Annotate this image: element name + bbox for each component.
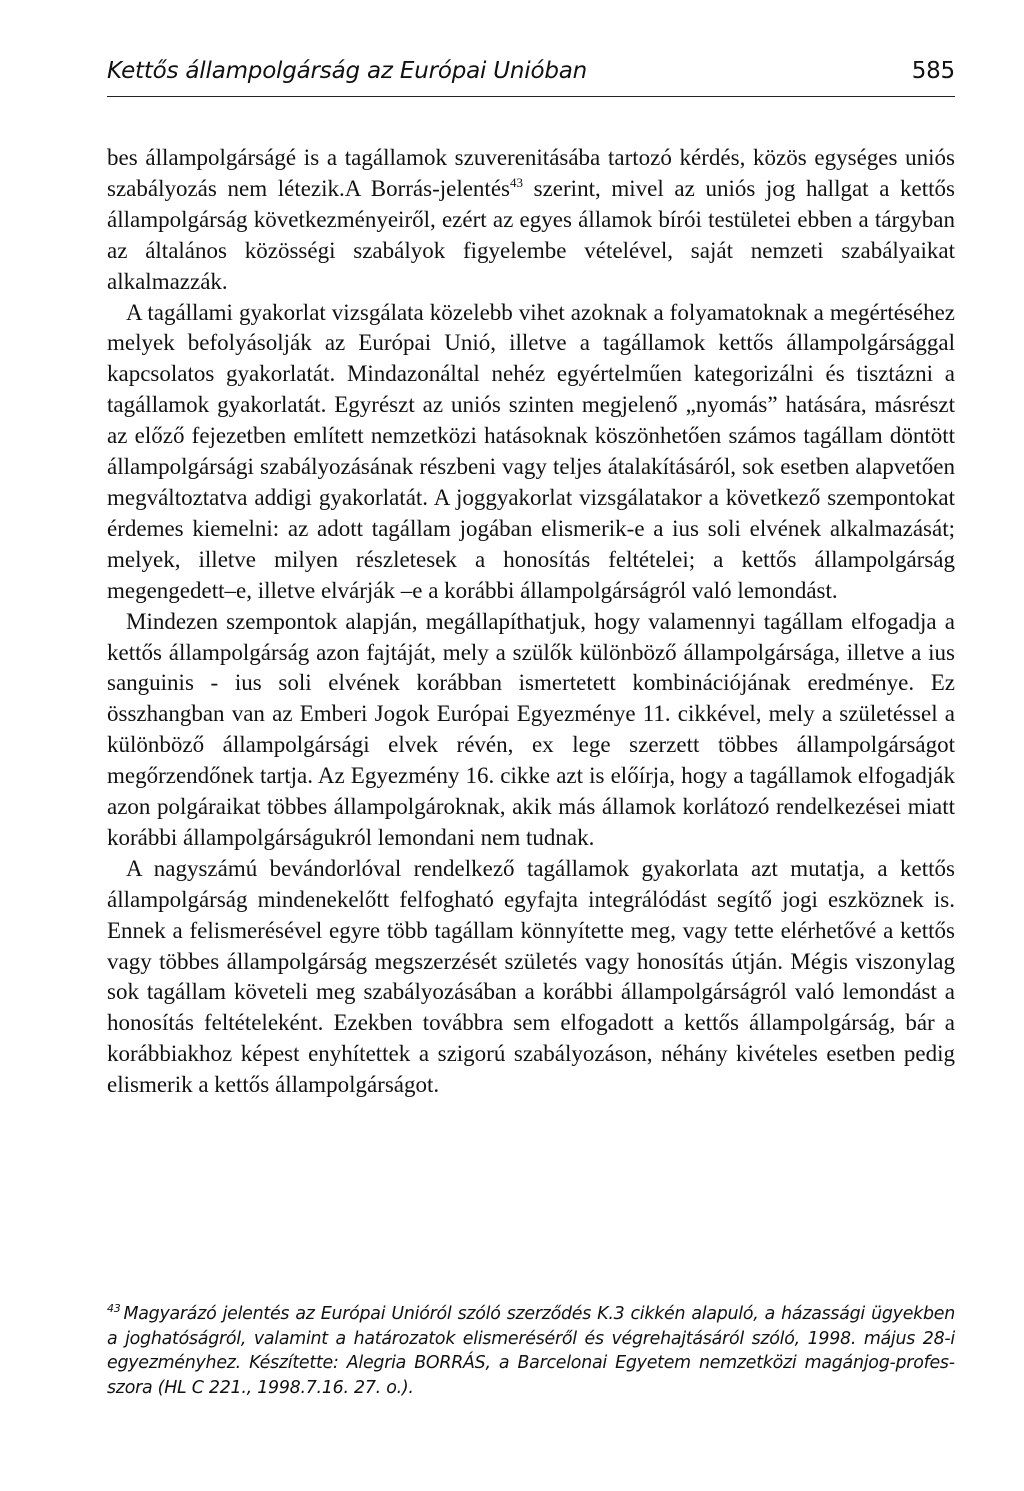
body-text: [107, 143, 955, 1101]
running-header: [107, 58, 955, 94]
paragraph-4: A nagyszámú bevándorlóval rendelkező tagállamok gyakorlata azt mutatja, a kettős állampolgárság mindenekelőtt felfogható egyfajta integrálódást segítő jogi eszköznek is. Ennek a felismerésével egyre több tagállam könnyítette meg, vagy tette elérhetővé a kettős vagy többes állampolgárság megszerzését születés vagy honosítás útján. Mégis viszonylag sok tagállam követeli meg szabályozásában a korábbi állampolgárságról való lemondást a honosítás feltételeként. Ezekben továbbra sem elfogadott a kettős állampolgárság, bár a korábbiakhoz képest enyhítettek a szigorú szabályozáson, néhány kivételes esetben pedig elismerik a kettős állampolgárságot.: [107, 855, 955, 1098]
paragraph-2: A tagállami gyakorlat vizsgálata közelebb vihet azoknak a folyamatoknak a megértéséhez melyek befolyásolják az Európai Unió, illetve a tagállamok kettős állampolgársággal kapcsolatos gyakorlatát. Mindazonáltal nehéz egyértelműen kategorizálni és tisztázni a tagállamok gyakorlatát. Egyrészt az uniós szinten megjelenő „nyomás” hatására, másrészt az előző fejezetben említett nemzetközi hatásoknak köszönhetően számos tagállam döntött állampolgársági szabályozásának részbeni vagy teljes átalakításáról, sok esetben alapvetően megváltoztatva addigi gyakorlatát. A joggyakorlat vizsgálatakor a következő szempontokat érdemes kiemelni: az adott tagállam jogában elismerik-e a ius soli elvének alkalmazását; melyek, illetve milyen részletesek a honosítás feltételei; a kettős állampolgárság megengedett–e, illetve elvárják –e a korábbi állampolgárságról való lemondást.: [107, 299, 955, 603]
footnote-reference[interactable]: 43: [510, 174, 523, 190]
paragraph-1-text-b: szerint, mivel az uniós jog hallgat a kettős állampolgárság következményeiről, ezért az egyes államok bírói testületei ebben a tárgyban az általános közösségi szabályok figyelembe vételével, saját nemzeti szabályaikat alkalmazzák.: [107, 175, 956, 294]
paragraph-1-text-a: bes állampolgárságé is a tagállamok szuverenitásába tartozó kérdés, közös egységes uniós szabályozás nem létezik.A Borrás-jelentés: [107, 145, 955, 201]
footnote-paragraph: [107, 1302, 955, 1400]
running-title: Kettős állampolgárság az Európai Unióban: [107, 58, 588, 84]
paragraph-1: [107, 143, 955, 298]
paragraph-3: Mindezen szempontok alapján, megállapíthatjuk, hogy valamennyi tagállam elfogadja a kettős állampolgárság azon fajtáját, mely a szülők különböző állampolgársága, illetve a ius sanguinis - ius soli elvének korábban ismertetett kombinációjának eredménye. Ez összhangban van az Emberi Jogok Európai Egyezménye 11. cikkével, mely a születéssel a különböző állampolgársági elvek révén, ex lege szerzett többes állampolgárságot megőrzendőnek tartja. Az Egyezmény 16. cikke azt is előírja, hogy a tagállamok elfogadják azon polgáraikat többes állampolgároknak, akik más államok korlátozó rendelkezései miatt korábbi állampolgárságukról lemondani nem tudnak.: [107, 608, 955, 850]
footnote-number: 43: [107, 1302, 121, 1315]
page-number: 585: [911, 58, 955, 84]
footnote-43: [107, 1302, 955, 1400]
footnote-text: Magyarázó jelentés az Európai Unióról szóló szerződés K.3 cikkén alapuló, a házassági ügyekben a joghatóságról, valamint a határozatok elismeréséről és végrehajtásáról szóló, 1998. május 28-i egyezményhez. Készítette: Alegria BORRÁS, a Barcelonai Egyetem nemzetközi magánjog-professzora (HL C 221., 1998.7.16. 27. o.).: [107, 1304, 955, 1398]
header-rule: [107, 96, 955, 97]
footnotes: [107, 1302, 955, 1400]
